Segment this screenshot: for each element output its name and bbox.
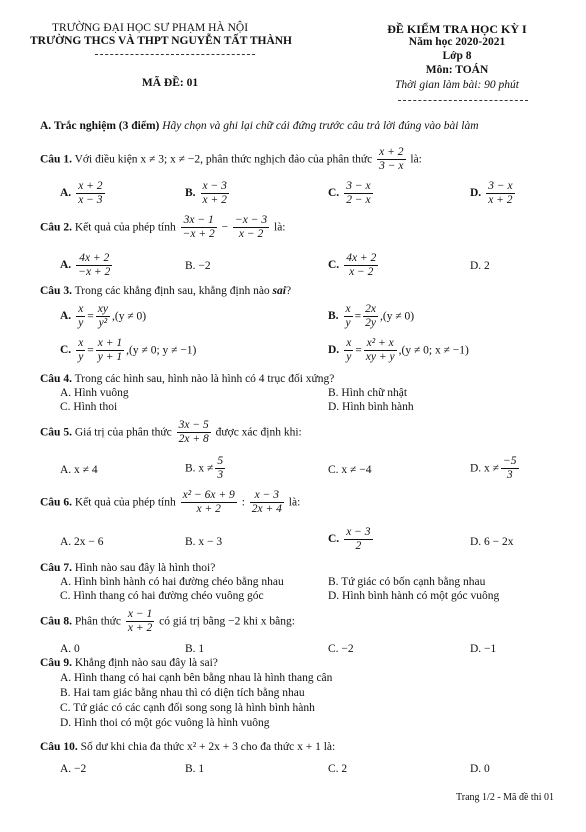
q3-option-d: D. $\frac{x}{y}$ = $\frac{\text{x² + x}}{xy + y}$ ,(y ≠ 0; x ≠ −1) bbox=[328, 337, 469, 364]
time-limit: Thời gian làm bài: 90 phút bbox=[394, 79, 520, 91]
q4-option-a: A. Hình vuông bbox=[60, 387, 129, 399]
q4-option-c: C. Hình thoi bbox=[60, 401, 118, 413]
question-1: Câu 1. Với điều kiện x ≠ 3; x ≠ −2, phân thức nghịch đảo của phân thức $\frac{x + 2}{3 - x}$ là: bbox=[40, 146, 422, 173]
question-10: Câu 10. Số dư khi chia đa thức x² + 2x + 3 cho đa thức x + 1 là: bbox=[40, 741, 336, 753]
exam-code: MÃ ĐỀ: 01 bbox=[141, 77, 199, 89]
page-footer: Trang 1/2 - Mã đề thi 01 bbox=[456, 792, 554, 803]
q1-option-a: A. $\frac{x + 2}{x - 3}$ bbox=[60, 180, 103, 207]
q1-option-d: D. $\frac{3 - x}{x + 2}$ bbox=[470, 180, 513, 207]
q9-option-a: A. Hình thang có hai cạnh bên bằng nhau là hình thang cân bbox=[60, 672, 333, 684]
question-9: Câu 9. Khẳng định nào sau đây là sai? bbox=[40, 657, 218, 669]
q5-option-c: C. x ≠ −4 bbox=[328, 464, 372, 476]
q8-option-c: C. −2 bbox=[328, 643, 354, 655]
school-name: TRƯỜNG THCS VÀ THPT NGUYỄN TẤT THÀNH bbox=[30, 35, 293, 47]
question-2: Câu 2. Kết quả của phép tính $\frac{3x - 1}{-x + 2}$ − $\frac{-x - 3}{x - 2}$ là: bbox=[40, 214, 286, 241]
q7-option-d: D. Hình bình hành có một góc vuông bbox=[328, 590, 500, 602]
q5-option-d: D. x ≠ $\frac{-5}{3}$ bbox=[470, 455, 517, 482]
q10-option-d: D. 0 bbox=[470, 763, 490, 775]
q2-option-b: B. −2 bbox=[185, 260, 211, 272]
q2-option-d: D. 2 bbox=[470, 260, 490, 272]
q2-option-a: A. $\frac{4x + 2}{-x + 2}$ bbox=[60, 252, 111, 279]
q5-option-b: B. x ≠ $\frac{5}{3}$ bbox=[185, 455, 224, 482]
q5-option-a: A. x ≠ 4 bbox=[60, 464, 98, 476]
question-6: Câu 6. Kết quả của phép tính $\frac{\text{x² − 6x + 9}}{x + 2}$ : $\frac{x - 3}{2x + 4}$ là: bbox=[40, 489, 301, 516]
q10-option-b: B. 1 bbox=[185, 763, 205, 775]
q3-option-b: B. $\frac{x}{y}$ = $\frac{2x}{2y}$ ,(y ≠ 0) bbox=[328, 303, 415, 330]
q9-option-b: B. Hai tam giác bằng nhau thì có diện tích bằng nhau bbox=[60, 687, 305, 699]
q6-option-d: D. 6 − 2x bbox=[470, 536, 514, 548]
q9-option-d: D. Hình thoi có một góc vuông là hình vuông bbox=[60, 717, 270, 729]
q10-option-c: C. 2 bbox=[328, 763, 348, 775]
grade: Lớp 8 bbox=[442, 50, 472, 62]
q8-option-b: B. 1 bbox=[185, 643, 205, 655]
q3-option-a: A. $\frac{x}{y}$ = $\frac{xy}{\text{y²}}$ ,(y ≠ 0) bbox=[60, 303, 147, 330]
section-a-heading: A. Trắc nghiệm (3 điểm) Hãy chọn và ghi lại chữ cái đứng trước câu trả lời đúng vào bài làm bbox=[40, 120, 479, 132]
question-7: Câu 7. Hình nào sau đây là hình thoi? bbox=[40, 562, 216, 574]
school-year: Năm học 2020-2021 bbox=[408, 36, 506, 48]
q4-option-d: D. Hình bình hành bbox=[328, 401, 414, 413]
question-5: Câu 5. Giá trị của phân thức $\frac{3x - 5}{2x + 8}$ được xác định khi: bbox=[40, 419, 302, 446]
q7-option-a: A. Hình bình hành có hai đường chéo bằng nhau bbox=[60, 576, 284, 588]
q2-option-c: C. $\frac{4x + 2}{x - 2}$ bbox=[328, 252, 377, 279]
q1-option-b: B. $\frac{x - 3}{x + 2}$ bbox=[185, 180, 227, 207]
q9-option-c: C. Tứ giác có các cạnh đối song song là hình bình hành bbox=[60, 702, 315, 714]
header-divider bbox=[95, 54, 255, 55]
q10-option-a: A. −2 bbox=[60, 763, 87, 775]
q6-option-b: B. x − 3 bbox=[185, 536, 223, 548]
q8-option-a: A. 0 bbox=[60, 643, 80, 655]
q1-option-c: C. $\frac{3 - x}{2 - x}$ bbox=[328, 180, 371, 207]
q8-option-d: D. −1 bbox=[470, 643, 497, 655]
university-name: TRƯỜNG ĐẠI HỌC SƯ PHẠM HÀ NỘI bbox=[51, 22, 249, 34]
q6-option-c: C. $\frac{x - 3}{2}$ bbox=[328, 526, 371, 553]
subject: Môn: TOÁN bbox=[425, 64, 489, 76]
exam-title: ĐỀ KIỂM TRA HỌC KỲ I bbox=[387, 22, 527, 36]
question-8: Câu 8. Phân thức $\frac{x - 1}{x + 2}$ có giá trị bằng −2 khi x bằng: bbox=[40, 608, 295, 635]
question-3: Câu 3. Trong các khẳng định sau, khẳng định nào sai? bbox=[40, 285, 292, 297]
q7-option-c: C. Hình thang có hai đường chéo vuông góc bbox=[60, 590, 264, 602]
q4-option-b: B. Hình chữ nhật bbox=[328, 387, 408, 399]
header-divider-right bbox=[398, 100, 528, 101]
q6-option-a: A. 2x − 6 bbox=[60, 536, 104, 548]
question-4: Câu 4. Trong các hình sau, hình nào là hình có 4 trục đối xứng? bbox=[40, 373, 335, 385]
q3-option-c: C. $\frac{x}{y}$ = $\frac{x + 1}{y + 1}$ ,(y ≠ 0; y ≠ −1) bbox=[60, 337, 197, 364]
q7-option-b: B. Tứ giác có bốn cạnh bằng nhau bbox=[328, 576, 486, 588]
